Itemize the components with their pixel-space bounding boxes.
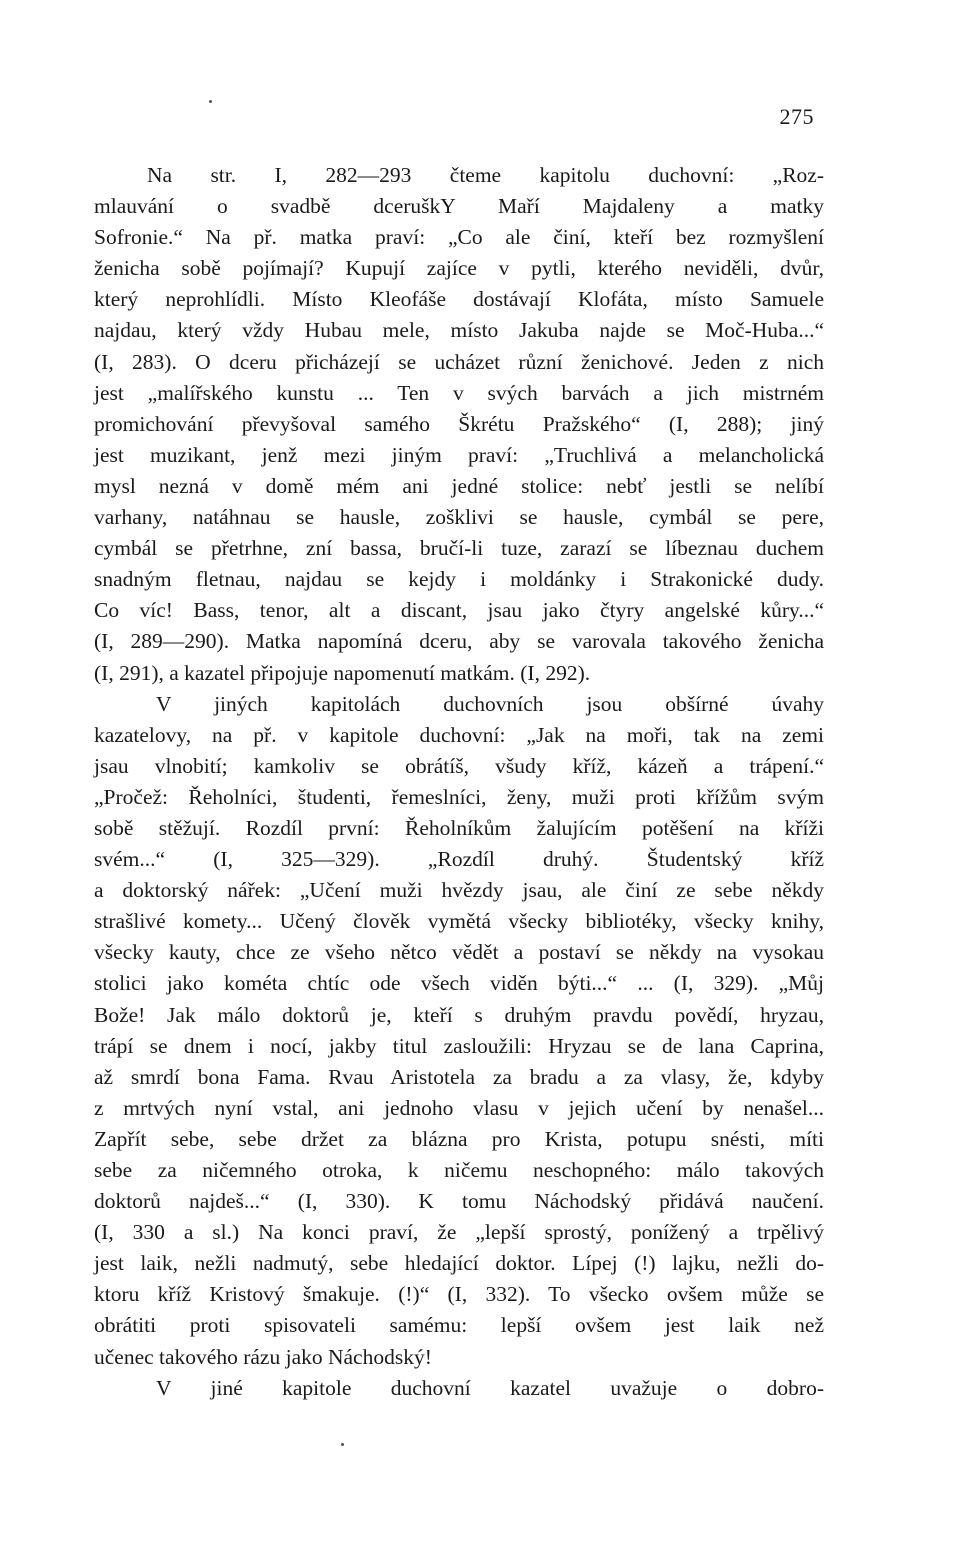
text-line: najdau, který vždy Hubau mele, místo Jakuba najde se Moč-Huba...“ bbox=[94, 318, 824, 343]
text-line: všecky kauty, chce ze všeho nětco vědět a postaví se někdy na vysokau bbox=[94, 940, 824, 965]
text-line: Co víc! Bass, tenor, alt a discant, jsau jako čtyry angelské kůry...“ bbox=[94, 598, 824, 623]
text-line: Sofronie.“ Na př. matka praví: „Co ale činí, kteří bez rozmyšlení bbox=[94, 225, 824, 250]
text-line: trápí se dnem i nocí, jakby titul zasloužili: Hryzau se de lana Caprina, bbox=[94, 1033, 824, 1058]
text-line: z mrtvých nyní vstal, ani jednoho vlasu v jejich učení by nenašel... bbox=[94, 1095, 824, 1120]
text-line: promichování převyšoval samého Škrétu Pražského“ (I, 288); jiný bbox=[94, 411, 824, 436]
text-line: a doktorský nářek: „Učení muži hvězdy jsau, ale činí ze sebe někdy bbox=[94, 878, 824, 903]
text-line: jest laik, nežli nadmutý, sebe hledající doktor. Lípej (!) lajku, nežli do- bbox=[94, 1251, 824, 1276]
text-line: jsau vlnobití; kamkoliv se obrátíš, všudy kříž, kázeň a trápení.“ bbox=[94, 753, 824, 778]
text-line: až smrdí bona Fama. Rvau Aristotela za bradu a za vlasy, že, kdyby bbox=[94, 1064, 824, 1089]
text-line: ženicha sobě pojímají? Kupují zajíce v pytli, kterého neviděli, dvůr, bbox=[94, 256, 824, 281]
text-line: (I, 283). O dceru přicházejí se ucházet různí ženichové. Jeden z nich bbox=[94, 349, 824, 374]
text-line: V jiných kapitolách duchovních jsou obšírné úvahy bbox=[156, 691, 824, 716]
text-line: kazatelovy, na př. v kapitole duchovní: „Jak na moři, tak na zemi bbox=[94, 722, 824, 747]
text-line: cymbál se přetrhne, zní bassa, bručí-li tuze, zarazí se líbeznau duchem bbox=[94, 536, 824, 561]
text-line: „Pročež: Řeholníci, študenti, řemeslníci, ženy, muži proti křížům svým bbox=[94, 784, 824, 809]
text-line: mlauvání o svadbě dceruškY Maří Majdaleny a matky bbox=[94, 194, 824, 219]
text-line: který neprohlídli. Místo Kleofáše dostávají Klofáta, místo Samuele bbox=[94, 287, 824, 312]
text-line: Na str. I, 282—293 čteme kapitolu duchovní: „Roz- bbox=[147, 163, 824, 187]
text-line: Zapřít sebe, sebe držet za blázna pro Krista, potupu snésti, míti bbox=[94, 1126, 824, 1151]
text-line: (I, 291), a kazatel připojuje napomenutí matkám. (I, 292). bbox=[94, 660, 591, 685]
text-line: obrátiti proti spisovateli samému: lepší ovšem jest laik než bbox=[94, 1313, 824, 1338]
text-line: jest muzikant, jenž mezi jiným praví: „Truchlivá a melancholická bbox=[94, 442, 824, 467]
text-line: doktorů najdeš...“ (I, 330). K tomu Náchodský přidává naučení. bbox=[94, 1189, 824, 1214]
page-number: 275 bbox=[779, 104, 814, 129]
body-text bbox=[94, 160, 824, 1404]
text-line: strašlivé komety... Učený člověk vymětá všecky bibliotéky, všecky knihy, bbox=[94, 909, 824, 934]
text-line: (I, 330 a sl.) Na konci praví, že „lepší sprostý, ponížený a trpělivý bbox=[94, 1220, 824, 1245]
text-line: stolici jako kométa chtíc ode všech viděn býti...“ ... (I, 329). „Můj bbox=[94, 971, 824, 996]
text-line: mysl nezná v domě mém ani jedné stolice: nebť jestli se nelíbí bbox=[94, 473, 824, 498]
text-line: (I, 289—290). Matka napomíná dceru, aby se varovala takového ženicha bbox=[94, 629, 824, 654]
text-line: jest „malířského kunstu ... Ten v svých barvách a jich mistrném bbox=[94, 380, 824, 405]
text-line: sobě stěžují. Rozdíl první: Řeholníkům žalujícím potěšení na kříži bbox=[94, 815, 824, 840]
text-line: V jiné kapitole duchovní kazatel uvažuje o dobro- bbox=[156, 1375, 824, 1400]
print-speck bbox=[209, 100, 212, 103]
print-speck bbox=[341, 1443, 344, 1446]
text-line: sebe za ničemného otroka, k ničemu neschopného: málo takových bbox=[94, 1158, 824, 1182]
text-line: snadným fletnau, najdau se kejdy i moldánky i Strakonické dudy. bbox=[94, 567, 824, 592]
text-line: Bože! Jak málo doktorů je, kteří s druhým pravdu povědí, hryzau, bbox=[94, 1002, 824, 1027]
text-line: učenec takového rázu jako Náchodský! bbox=[94, 1344, 432, 1369]
text-line: svém...“ (I, 325—329). „Rozdíl druhý. Študentský kříž bbox=[94, 847, 824, 872]
text-line: ktoru kříž Kristový šmakuje. (!)“ (I, 332). To všecko ovšem může se bbox=[94, 1282, 824, 1307]
text-line: varhany, natáhnau se hausle, zošklivi se hausle, cymbál se pere, bbox=[94, 505, 824, 530]
